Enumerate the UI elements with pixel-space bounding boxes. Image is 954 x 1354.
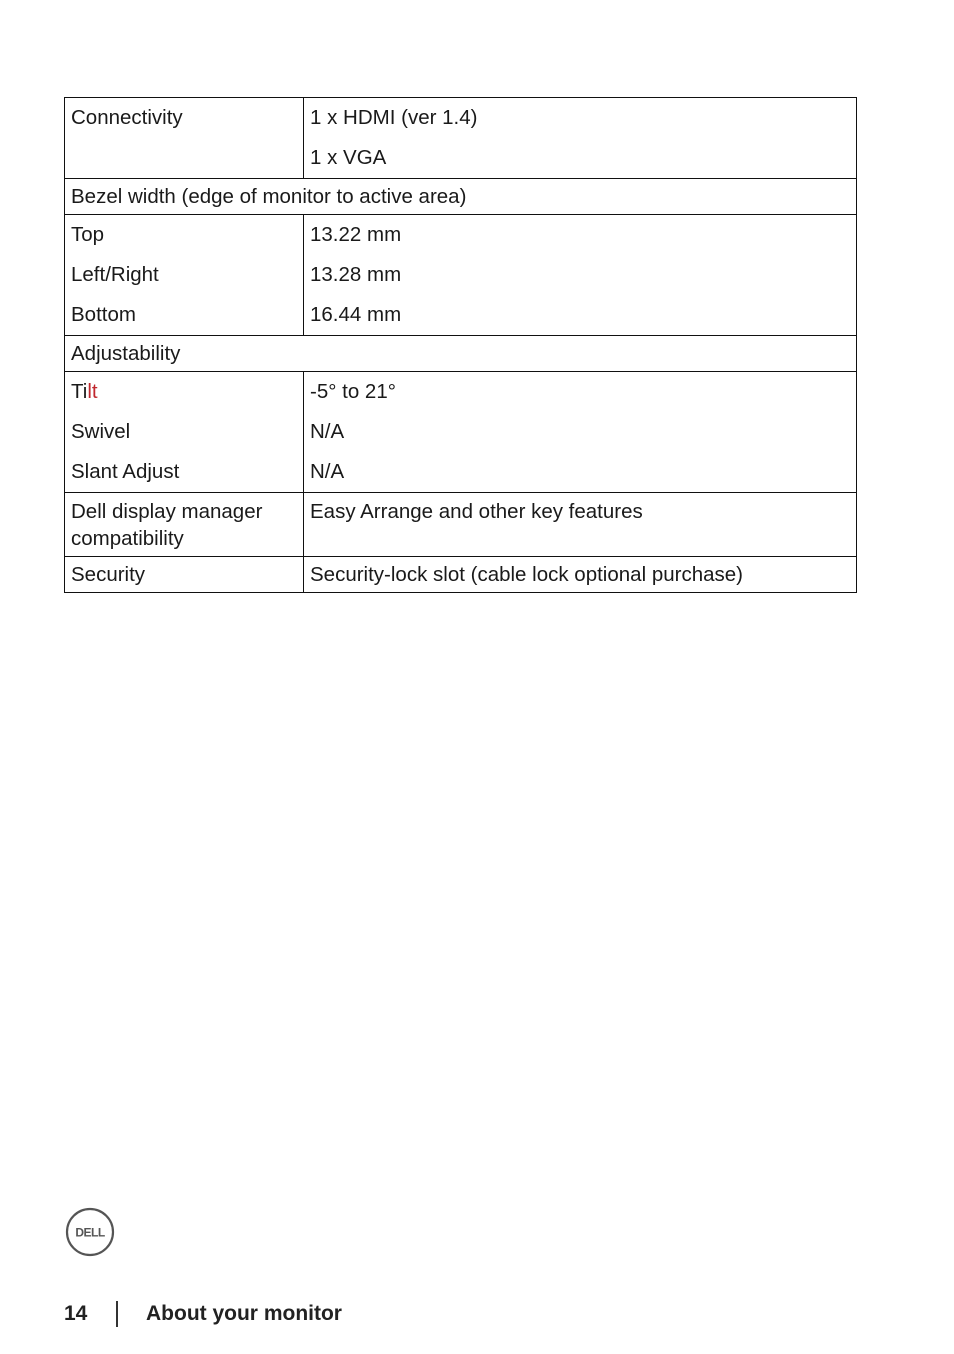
ddm-label-cell	[65, 493, 304, 556]
page-number: 14	[64, 1302, 88, 1325]
table-row-bezel-header	[65, 179, 856, 215]
slant-label: Slant Adjust	[71, 460, 180, 483]
bezel-top-value: 13.22 mm	[310, 223, 402, 246]
security-value-cell	[304, 557, 856, 592]
tilt-label-part-a: Ti	[71, 380, 88, 403]
security-label: Security	[71, 563, 146, 586]
slant-value: N/A	[310, 460, 345, 483]
section-title: About your monitor	[146, 1302, 342, 1325]
adjustability-value-cell	[304, 372, 856, 492]
connectivity-vga: 1 x VGA	[310, 146, 387, 169]
ddm-value: Easy Arrange and other key features	[310, 500, 643, 523]
connectivity-hdmi: 1 x HDMI (ver 1.4)	[310, 106, 478, 129]
dell-logo-text: DELL	[75, 1225, 105, 1240]
bezel-left-right-value: 13.28 mm	[310, 263, 402, 286]
swivel-label: Swivel	[71, 420, 131, 443]
bezel-header: Bezel width (edge of monitor to active area)	[71, 185, 467, 208]
adjustability-label-cell	[65, 372, 304, 492]
security-label-cell	[65, 557, 304, 592]
table-row-adjustability	[65, 372, 856, 493]
connectivity-value-cell	[304, 98, 856, 178]
table-row-ddm	[65, 493, 856, 557]
swivel-value: N/A	[310, 420, 345, 443]
dell-logo	[65, 1207, 115, 1257]
bezel-left-right-label: Left/Right	[71, 263, 159, 286]
table-row-bezel	[65, 215, 856, 336]
bezel-bottom-value: 16.44 mm	[310, 303, 402, 326]
connectivity-label: Connectivity	[71, 106, 183, 129]
bezel-top-label: Top	[71, 223, 105, 246]
adjustability-header: Adjustability	[71, 342, 181, 365]
table-row-connectivity	[65, 98, 856, 179]
footer-divider	[116, 1301, 118, 1327]
spec-table	[64, 97, 857, 593]
connectivity-label-cell	[65, 98, 304, 178]
tilt-label	[71, 372, 297, 412]
bezel-value-cell	[304, 215, 856, 335]
ddm-label: Dell display manager compatibility	[71, 500, 263, 550]
table-row-adjustability-header	[65, 336, 856, 372]
bezel-bottom-label: Bottom	[71, 303, 136, 326]
security-value: Security-lock slot (cable lock optional purchase)	[310, 563, 743, 586]
tilt-value: -5° to 21°	[310, 380, 396, 403]
bezel-label-cell	[65, 215, 304, 335]
table-row-security	[65, 557, 856, 592]
ddm-value-cell	[304, 493, 856, 556]
tilt-label-part-b: lt	[87, 380, 98, 403]
page-footer	[64, 1298, 342, 1330]
